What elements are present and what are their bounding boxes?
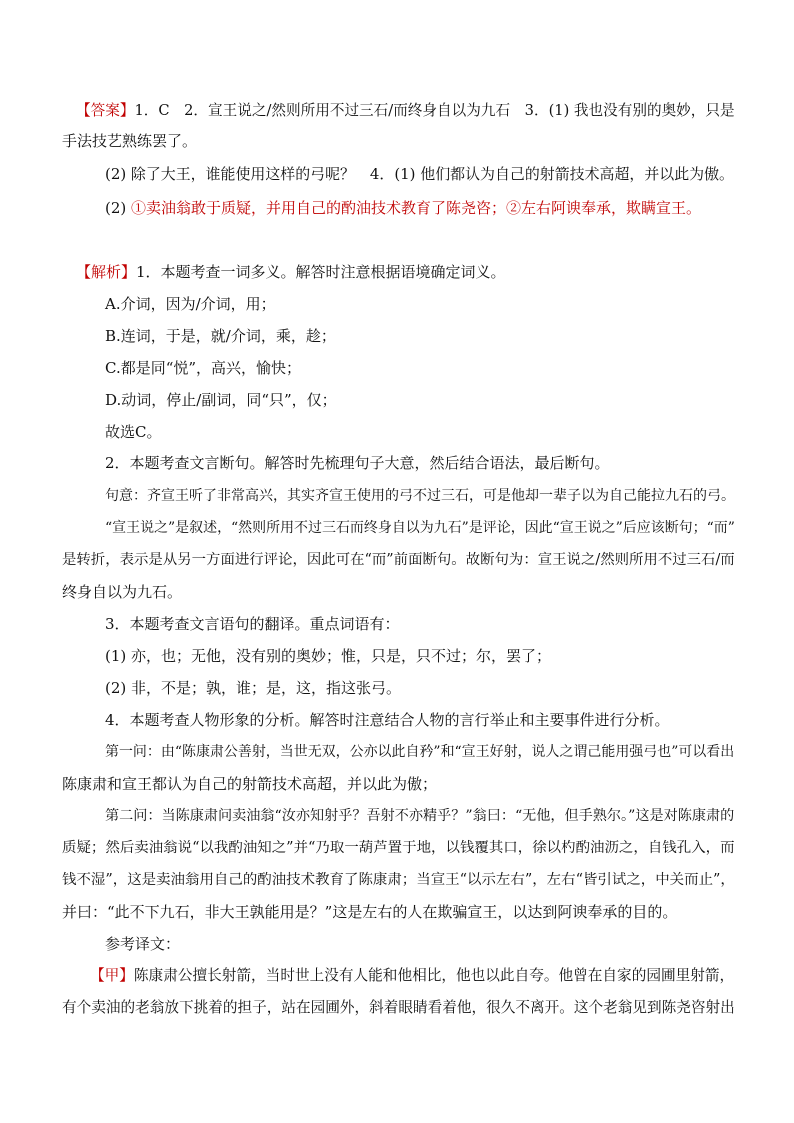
analysis-line-17: 陈康肃和宣王都认为自己的射箭技术高超，并以此为傲； bbox=[62, 775, 438, 793]
translation-tag: 【甲】 bbox=[90, 967, 134, 984]
analysis-line-6: 故选C。 bbox=[105, 423, 162, 441]
analysis-line-21: 并曰：“此不下九石，非大王孰能用是？”这是左右的人在欺骗宣王，以达到阿谀奉承的目的。 bbox=[62, 903, 678, 921]
answer-text-1: 1．C 2．宣王说之/然则所用不过三石/而终身自以为九石 3．(1) 我也没有别的奥妙，只是 bbox=[134, 102, 735, 119]
translation-text-1: 陈康肃公擅长射箭，当时世上没有人能和他相比，他也以此自夸。他曾在自家的园圃里射箭， bbox=[133, 967, 735, 984]
analysis-line-11: 终身自以为九石。 bbox=[62, 583, 183, 601]
analysis-line-12: 3．本题考查文言语句的翻译。重点词语有： bbox=[105, 615, 400, 633]
answer-line-4 bbox=[105, 198, 701, 218]
analysis-line-7: 2．本题考查文言断句。解答时先梳理句子大意，然后结合语法，最后断句。 bbox=[105, 454, 610, 472]
analysis-line-18: 第二问：当陈康肃问卖油翁“汝亦知射乎？吾射不亦精乎？”翁曰：“无他，但手熟尔。”这是对陈康肃的 bbox=[105, 808, 735, 824]
analysis-line-20: 钱不湿”，这是卖油翁用自己的酌油技术教育了陈康肃；当宣王“以示左右”，左右“皆引试之，中关而止”， bbox=[62, 872, 735, 888]
answer-line-1 bbox=[76, 101, 735, 121]
analysis-line-13: (1) 亦，也；无他，没有别的奥妙；惟，只是，只不过；尔，罢了； bbox=[105, 647, 552, 665]
analysis-line-8: 句意：齐宣王听了非常高兴，其实齐宣王使用的弓不过三石，可是他却一辈子以为自己能拉九石的弓。 bbox=[105, 488, 735, 504]
analysis-line-10: 是转折，表示是从另一方面进行评论，因此可在“而”前面断句。故断句为：宣王说之/然则所用不过三石/而 bbox=[62, 552, 735, 568]
analysis-line-3: B.连词，于是，就/介词，乘，趁； bbox=[105, 327, 336, 345]
analysis-line-4: C.都是同“悦”，高兴，愉快； bbox=[105, 359, 302, 377]
analysis-text-1: 1．本题考查一词多义。解答时注意根据语境确定词义。 bbox=[136, 263, 506, 281]
analysis-line-16: 第一问：由“陈康肃公善射，当世无双，公亦以此自矜”和“宣王好射，说人之谓己能用强弓也”可以看出 bbox=[105, 744, 735, 760]
analysis-line-1 bbox=[76, 262, 506, 282]
analysis-line-9: “宣王说之”是叙述，“然则所用不过三石而终身自以为九石”是评论，因此“宣王说之”后应该断句；“而” bbox=[105, 520, 735, 536]
analysis-line-2: A.介词，因为/介词，用； bbox=[105, 295, 276, 313]
answer-tag: 【答案】 bbox=[76, 102, 135, 119]
analysis-line-15: 4．本题考查人物形象的分析。解答时注意结合人物的言行举止和主要事件进行分析。 bbox=[105, 711, 670, 729]
analysis-line-5: D.动词，停止/副词，同“只”，仅； bbox=[105, 391, 337, 409]
analysis-line-14: (2) 非，不是；孰，谁；是，这，指这张弓。 bbox=[105, 679, 402, 697]
analysis-line-19: 质疑；然后卖油翁说“以我酌油知之”并“乃取一葫芦置于地，以钱覆其口，徐以杓酌油沥之，自钱孔入，而 bbox=[62, 840, 735, 856]
analysis-tag: 【解析】 bbox=[76, 263, 137, 281]
answer-line-4-prefix: (2) bbox=[105, 199, 132, 217]
answer-line-2: 手法技艺熟练罢了。 bbox=[62, 132, 198, 150]
answer-line-4-highlight: ①卖油翁敢于质疑，并用自己的酌油技术教育了陈尧咨；②左右阿谀奉承，欺瞒宣王。 bbox=[131, 199, 702, 217]
answer-line-3: (2) 除了大王，谁能使用这样的弓呢？ 4．(1) 他们都认为自己的射箭技术高超，并以此为傲。 bbox=[105, 165, 734, 183]
analysis-line-22: 参考译文： bbox=[105, 935, 181, 953]
translation-line-2: 有个卖油的老翁放下挑着的担子，站在园圃外，斜着眼睛看着他，很久不离开。这个老翁见到陈尧咨射出 bbox=[62, 999, 735, 1016]
translation-line-1 bbox=[90, 966, 734, 986]
